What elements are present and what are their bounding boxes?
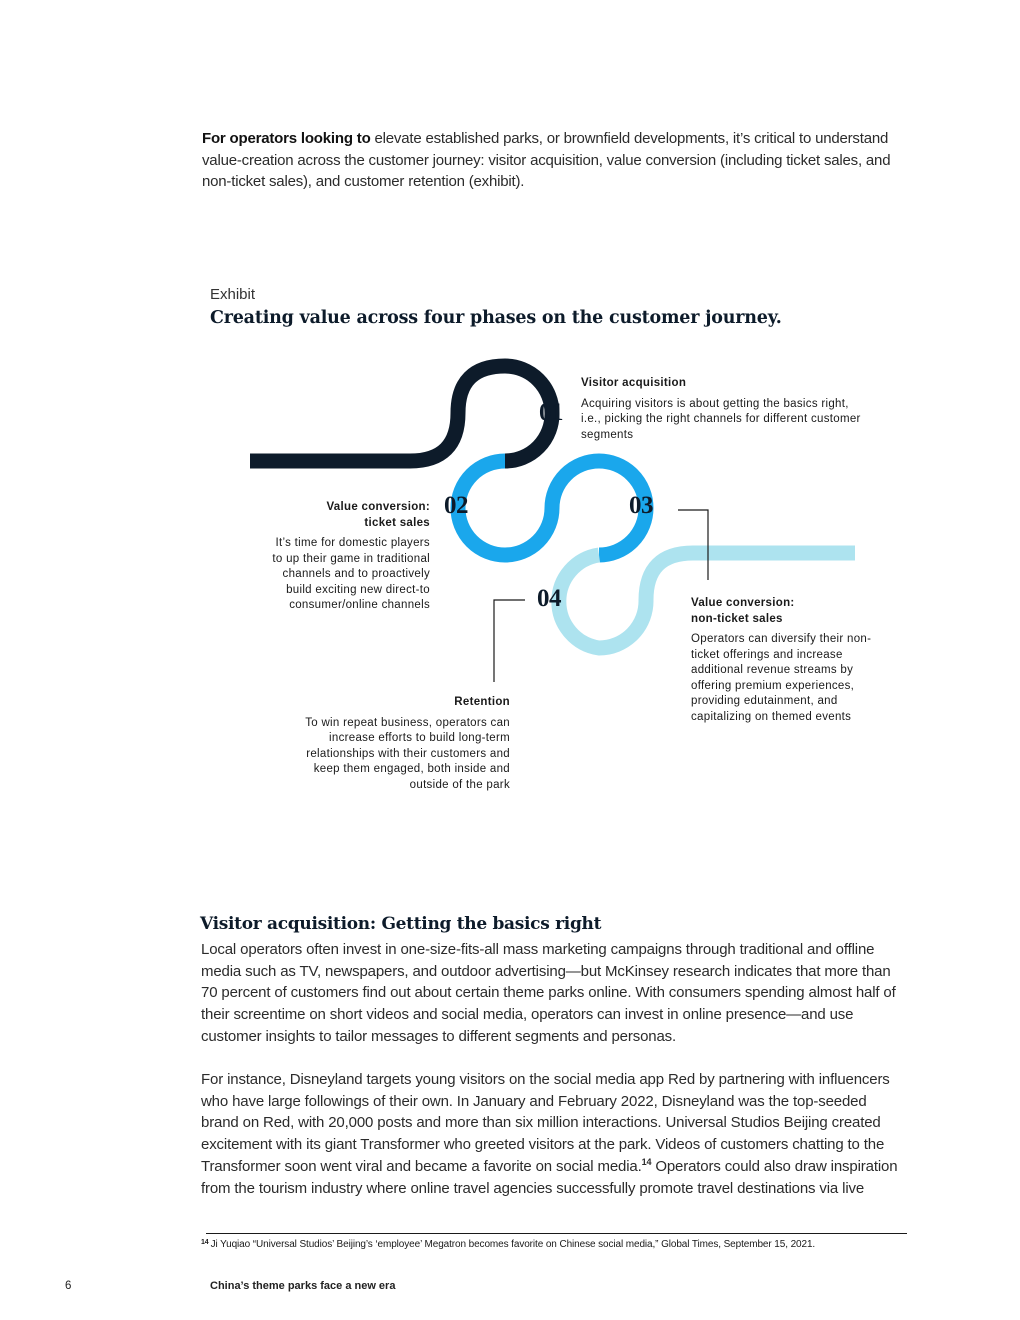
- exhibit-label: Exhibit: [210, 286, 256, 303]
- phase-04-heading: Retention: [454, 696, 510, 708]
- leader-line-03: [678, 510, 708, 580]
- phase-01-path: [250, 366, 552, 461]
- section-title: Visitor acquisition: Getting the basics right: [200, 914, 602, 934]
- phase-04-annotation: [300, 695, 510, 793]
- exhibit-title: Creating value across four phases on the customer journey.: [210, 308, 782, 328]
- phase-02-heading-line1: Value conversion:: [326, 501, 430, 513]
- paragraph-2-text-a: For instance, Disneyland targets young visitors on the social media app Red by partnering with influencers who have large followings of their own. In January and February 2022, Disneyland was the top-seeded brand on Red, with 20,000 posts and more than six million interactions. Universal Studios Beijing created excitement with its giant Transformer who greeted visitors at the park. Videos of customers chatting to the Transformer soon went viral and became a favorite on social media.: [201, 1071, 890, 1175]
- phase-02-heading-line2: ticket sales: [364, 516, 430, 529]
- phase-03-description: Operators can diversify their non-ticket offerings and increase additional revenue streams by offering premium experiences, providing edutainment, and capitalizing on themed events: [691, 633, 872, 723]
- phase-01-heading: Visitor acquisition: [581, 377, 687, 389]
- footnote: [201, 1239, 921, 1250]
- paragraph-2-text-b: Operators could also draw inspiration from the tourism industry where online travel agencies successfully promote travel destinations via live: [201, 1157, 898, 1197]
- leader-line-04: [494, 600, 525, 682]
- footnote-reference[interactable]: 14: [641, 1156, 652, 1167]
- phase-01-annotation: [581, 376, 871, 443]
- phase-04-number: 04: [537, 585, 561, 612]
- section-paragraph-1: Local operators often invest in one-size-fits-all mass marketing campaigns through traditional and offline media such as TV, newspapers, and outdoor advertising—but McKinsey research indicates that more than 70 percent of customers find out about certain theme parks online. With consumers spending almost half of their screentime on short videos and social media, operators can invest in online presence—and use customer insights to tailor messages to different segments and personas.: [201, 941, 896, 1045]
- phase-04-description: To win repeat business, operators can increase efforts to build long-term relationships with their customers and keep them engaged, both inside and outside of the park: [305, 716, 510, 791]
- intro-lead: For operators looking to: [202, 130, 371, 147]
- footnote-text: Ji Yuqiao “Universal Studios’ Beijing’s ‘employee’ Megatron becomes favorite on Chinese social media,” Global Times, September 15, 2021.: [210, 1239, 816, 1250]
- phase-02-path: [458, 461, 552, 555]
- phase-02-description: It’s time for domestic players to up their game in traditional channels and to proactively build exciting new direct-to consumer/online channels: [272, 537, 430, 611]
- footnote-number: 14: [201, 1239, 209, 1246]
- phase-02-number: 02: [444, 492, 468, 519]
- phase-03-annotation: [691, 596, 891, 725]
- phase-03-heading-line2: non-ticket sales: [691, 612, 783, 625]
- page-number: 6: [65, 1280, 72, 1292]
- phase-01-description: Acquiring visitors is about getting the basics right, i.e., picking the right channels for different customer segments: [581, 397, 861, 441]
- intro-text: elevate established parks, or brownfield developments, it’s critical to understand value-creation across the customer journey: visitor acquisition, value conversion (including ticket sales, and non-ticket sales), and customer retention (exhibit).: [202, 130, 891, 190]
- phase-03-number: 03: [629, 492, 653, 519]
- phase-01-number: 01: [539, 399, 563, 426]
- section-paragraph-2: [201, 1069, 906, 1199]
- footnote-divider: [206, 1233, 907, 1234]
- running-title: China’s theme parks face a new era: [210, 1280, 396, 1292]
- phase-02-annotation: [270, 500, 430, 614]
- phase-03-heading-line1: Value conversion:: [691, 597, 795, 609]
